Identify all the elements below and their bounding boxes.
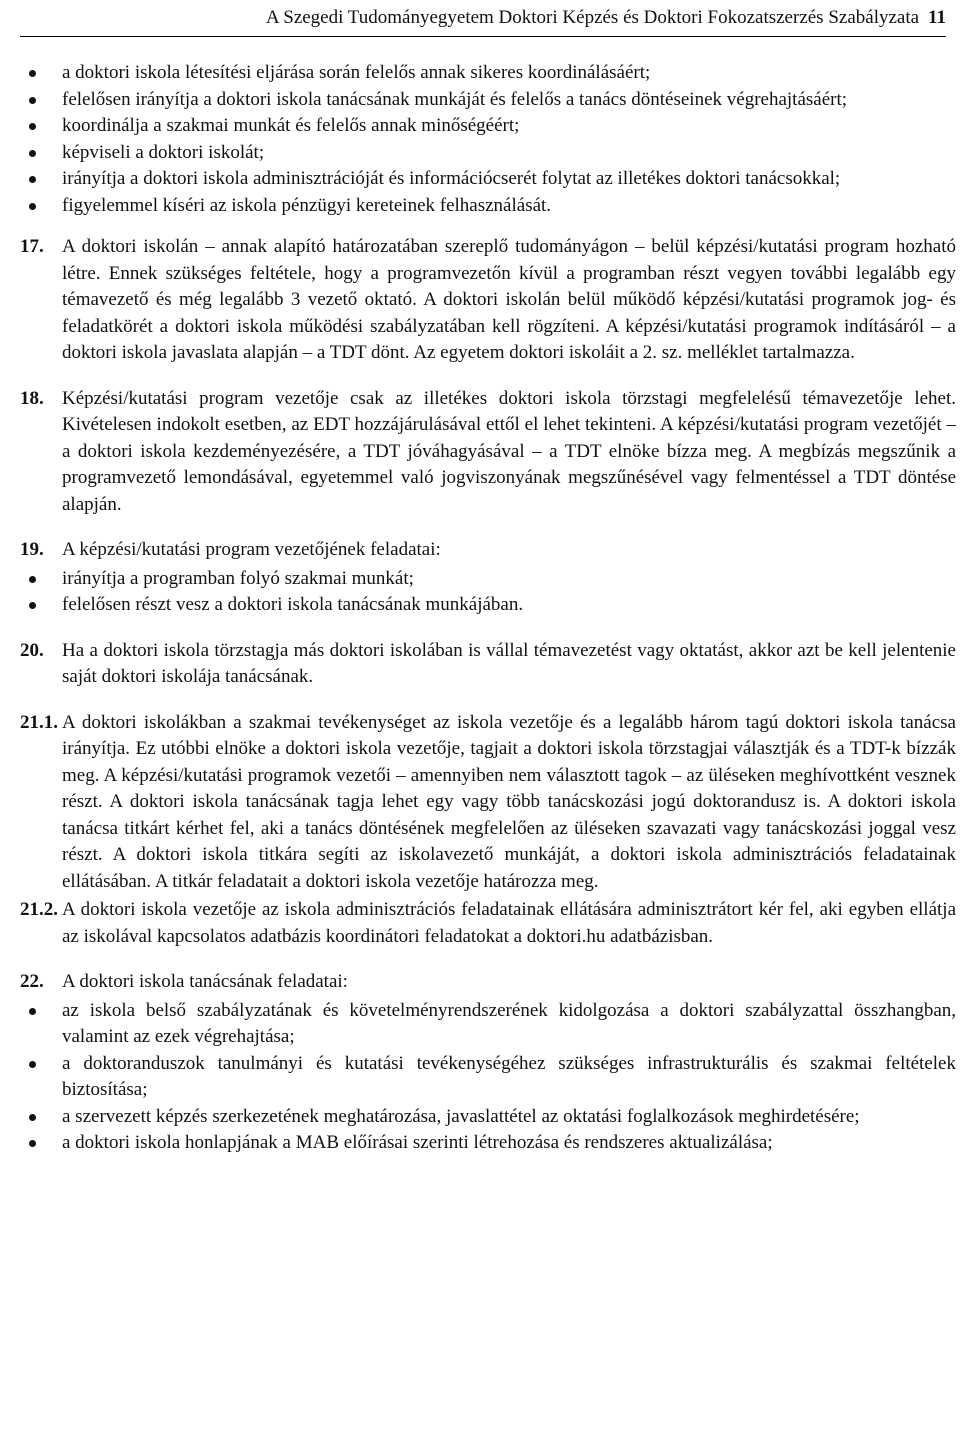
document-body: [20, 60, 956, 1157]
section-22: [20, 969, 956, 996]
section-text: A képzési/kutatási program vezetőjének feladatai:: [62, 539, 441, 560]
list-item: a doktori iskola honlapjának a MAB előírásai szerinti létrehozása és rendszeres aktualizálása;: [20, 1130, 956, 1157]
section-20: [20, 638, 956, 691]
section-number: 17.: [20, 236, 44, 257]
section-19-bullet-list: [20, 566, 956, 619]
header-title: A Szegedi Tudományegyetem Doktori Képzés és Doktori Fokozatszerzés Szabályzata: [265, 7, 920, 28]
list-item: felelősen irányítja a doktori iskola tanácsának munkáját és felelős a tanács döntéseinek végrehajtásáért;: [20, 87, 956, 114]
section-21-2: [20, 897, 956, 950]
section-text: A doktori iskola vezetője az iskola adminisztrációs feladatainak ellátására adminisztrátort kér fel, aki egyben ellátja az iskolával kapcsolatos adatbázis koordinátori feladatokat a doktori.hu adatbázisban.: [62, 899, 956, 947]
section-21-1: [20, 710, 956, 896]
list-item: a doktori iskola létesítési eljárása során felelős annak sikeres koordinálásáért;: [20, 60, 956, 87]
list-item: irányítja a programban folyó szakmai munkát;: [20, 566, 956, 593]
list-item: figyelemmel kíséri az iskola pénzügyi kereteinek felhasználását.: [20, 193, 956, 220]
section-number: 19.: [20, 539, 44, 560]
list-item: koordinálja a szakmai munkát és felelős annak minőségéért;: [20, 113, 956, 140]
section-22-bullet-list: [20, 998, 956, 1157]
page-number: 11: [928, 7, 946, 28]
section-19: [20, 537, 956, 564]
section-text: Ha a doktori iskola törzstagja más doktori iskolában is vállal témavezetést vagy oktatást, akkor azt be kell jelentenie saját doktori iskolája tanácsának.: [62, 639, 956, 687]
list-item: a szervezett képzés szerkezetének meghatározása, javaslattétel az oktatási foglalkozások meghirdetésére;: [20, 1104, 956, 1131]
section-text: A doktori iskolán – annak alapító határozatában szereplő tudományágon – belül képzési/kutatási program hozható létre. Ennek szükséges feltétele, hogy a programvezetőn kívül a programban részt vegyen további legalább egy témavezető és még legalább 3 vezető oktató. A doktori iskolán belül működő képzési/kutatási programok jog- és feladatkörét a doktori iskola működési szabályzatában kell rögzíteni. A képzési/kutatási programok indításáról – a doktori iskola javaslata alapján – a TDT dönt. Az egyetem doktori iskoláit a 2. sz. melléklet tartalmazza.: [62, 236, 956, 363]
section-18: [20, 386, 956, 519]
section-text: A doktori iskola tanácsának feladatai:: [62, 971, 348, 992]
list-item: a doktoranduszok tanulmányi és kutatási tevékenységéhez szükséges infrastrukturális és szakmai feltételek biztosítása;: [20, 1051, 956, 1104]
running-header: [20, 0, 946, 37]
section-17: [20, 234, 956, 367]
section-number: 21.1.: [20, 711, 58, 733]
intro-bullet-list: [20, 60, 956, 219]
section-text: Képzési/kutatási program vezetője csak az illetékes doktori iskola törzstagi megfelelésű témavezetője lehet. Kivételesen indokolt esetben, az EDT hozzájárulásával ettől el lehet tekinteni. A képzési/kutatási program vezetőjét – a doktori iskola kezdeményezésére, a TDT jóváhagyásával – a TDT elnöke bízza meg. A megbízás megszűnik a programvezető lemondásával, egyetemmel való jogviszonyának megszűnésével vagy felmentéssel a TDT döntése alapján.: [62, 387, 956, 515]
section-text: A doktori iskolákban a szakmai tevékenységet az iskola vezetője és a legalább három tagú doktori iskola tanácsa irányítja. Ez utóbbi elnöke a doktori iskola vezetője, tagjait a doktori iskola törzstagjai választják és a TDT-k bízzák meg. A képzési/kutatási programok vezetői – amennyiben nem választott tagok – az üléseken meghívottként vesznek részt. A doktori iskola tanácsának tagja lehet egy vagy több tanácskozási jogú doktorandusz is. A doktori iskola tanácsa titkárt kérhet fel, aki a tanács döntésének megfelelően az üléseken szavazati vagy tanácskozási joggal vesz részt. A doktori iskola titkára segíti az iskolavezető munkáját, a doktori iskola adminisztrációs feladatainak ellátásában. A titkár feladatait a doktori iskola vezetője határozza meg.: [62, 711, 956, 892]
list-item: képviseli a doktori iskolát;: [20, 140, 956, 167]
section-number: 22.: [20, 971, 44, 992]
section-number: 21.2.: [20, 899, 58, 920]
list-item: az iskola belső szabályzatának és követelményrendszerének kidolgozása a doktori szabályzattal összhangban, valamint az ezek végrehajtása;: [20, 998, 956, 1051]
section-number: 20.: [20, 639, 44, 661]
list-item: felelősen részt vesz a doktori iskola tanácsának munkájában.: [20, 592, 956, 619]
section-number: 18.: [20, 387, 44, 409]
list-item: irányítja a doktori iskola adminisztrációját és információcserét folytat az illetékes doktori tanácsokkal;: [20, 166, 956, 193]
